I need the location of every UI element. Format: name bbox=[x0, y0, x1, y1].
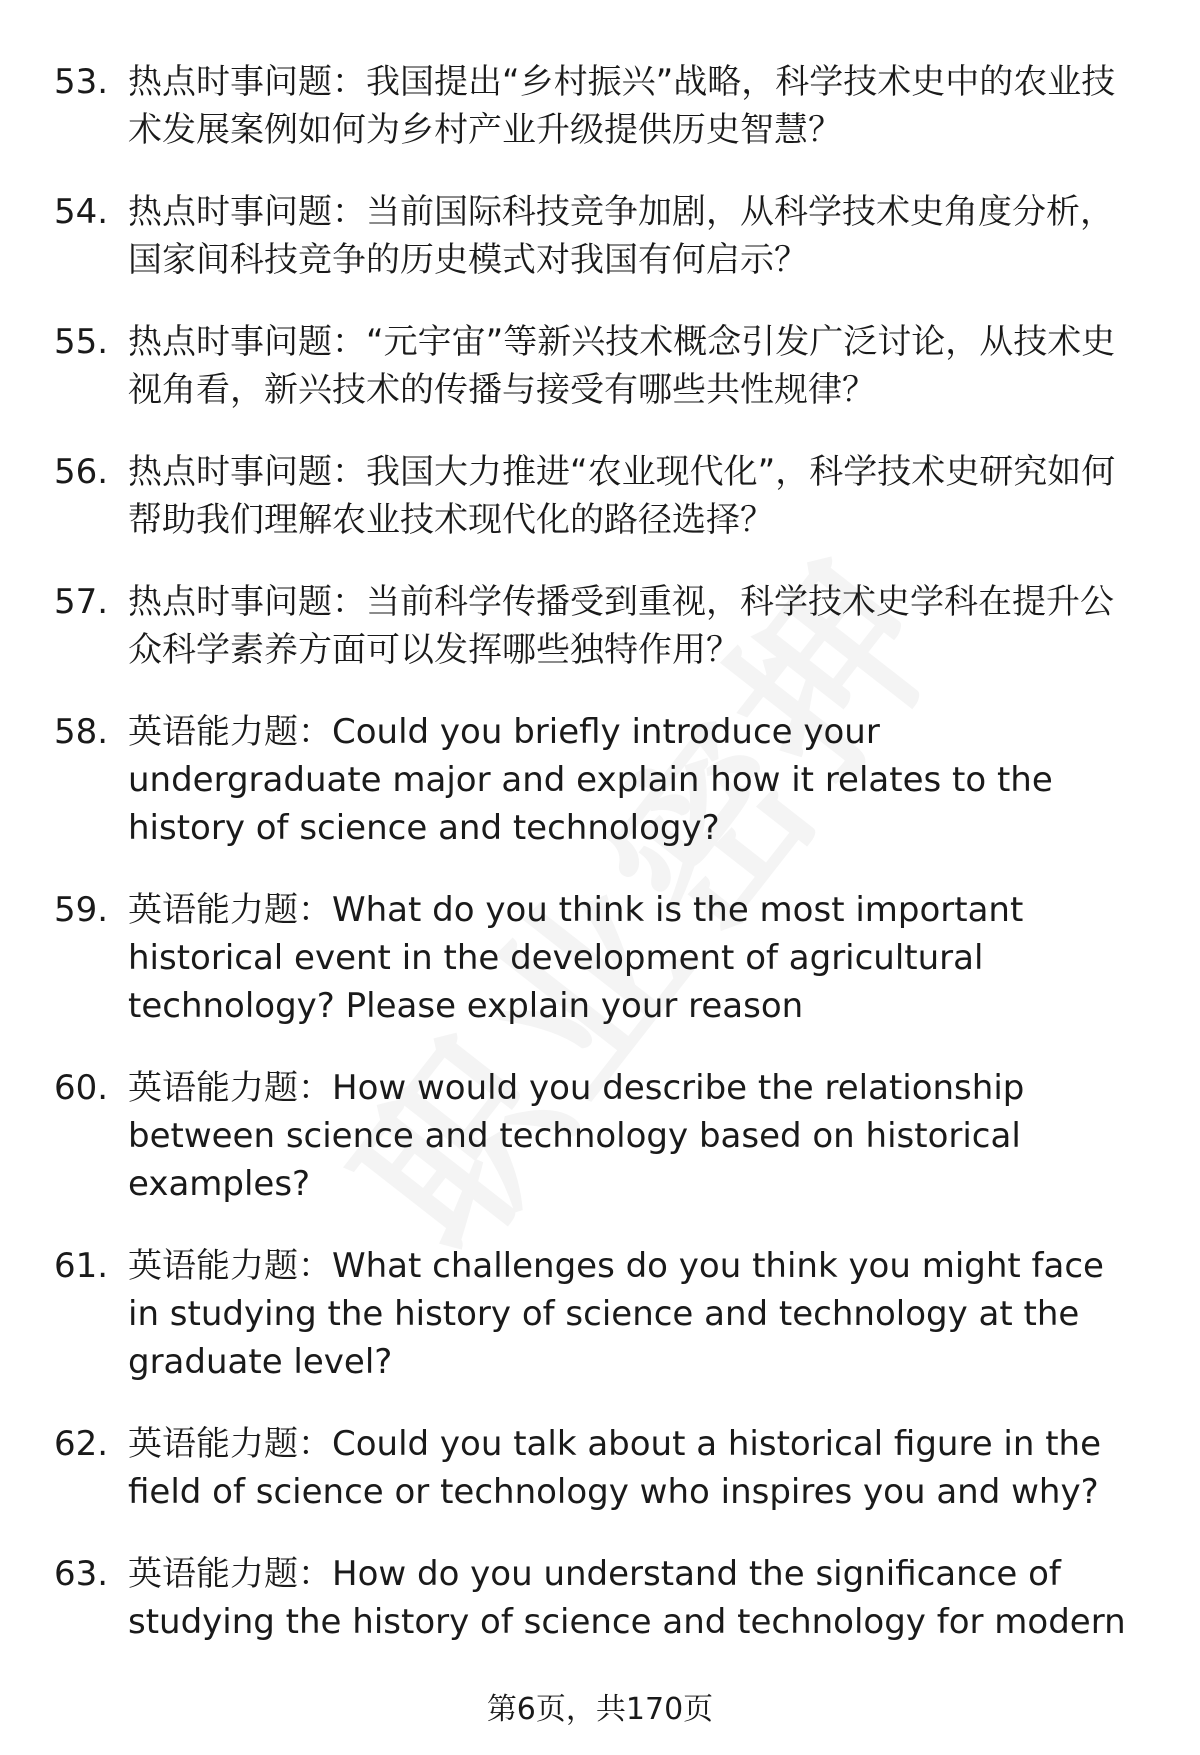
question-text: 热点时事问题：我国大力推进“农业现代化”，科学技术史研究如何帮助我们理解农业技术现代化的路径选择？ bbox=[128, 452, 1116, 540]
question-number: 60. bbox=[54, 1068, 109, 1108]
question-number: 57. bbox=[54, 582, 109, 622]
question-text: 英语能力题：Could you briefly introduce your undergraduate major and explain how it relates to the history of science and technology? bbox=[128, 712, 1053, 848]
question-item bbox=[0, 188, 1200, 284]
question-item bbox=[0, 318, 1200, 414]
question-number: 59. bbox=[54, 890, 109, 930]
question-item bbox=[0, 58, 1200, 154]
question-text: 英语能力题：What challenges do you think you might face in studying the history of science and technology at the graduate level? bbox=[128, 1246, 1104, 1382]
question-text: 英语能力题：How would you describe the relationship between science and technology based on historical examples? bbox=[128, 1068, 1025, 1204]
question-item bbox=[0, 1242, 1200, 1386]
question-text: 热点时事问题：“元宇宙”等新兴技术概念引发广泛讨论，从技术史视角看，新兴技术的传播与接受有哪些共性规律？ bbox=[128, 322, 1116, 410]
question-number: 62. bbox=[54, 1424, 109, 1464]
question-number: 53. bbox=[54, 62, 109, 102]
question-item bbox=[0, 708, 1200, 852]
question-item bbox=[0, 448, 1200, 544]
question-text: 英语能力题：What do you think is the most important historical event in the development of agricultural technology? Please explain your reason bbox=[128, 890, 1024, 1026]
question-text: 英语能力题：How do you understand the significance of studying the history of science and technology for modern bbox=[128, 1554, 1126, 1642]
question-item bbox=[0, 578, 1200, 674]
question-number: 55. bbox=[54, 322, 109, 362]
question-text: 热点时事问题：当前科学传播受到重视，科学技术史学科在提升公众科学素养方面可以发挥哪些独特作用？ bbox=[128, 582, 1114, 670]
question-text: 英语能力题：Could you talk about a historical figure in the field of science or technology who inspires you and why? bbox=[128, 1424, 1102, 1512]
question-text: 热点时事问题：当前国际科技竞争加剧，从科学技术史角度分析，国家间科技竞争的历史模式对我国有何启示？ bbox=[128, 192, 1114, 280]
question-list bbox=[0, 58, 1200, 1680]
question-number: 61. bbox=[54, 1246, 109, 1286]
question-number: 58. bbox=[54, 712, 109, 752]
question-number: 63. bbox=[54, 1554, 109, 1594]
question-number: 54. bbox=[54, 192, 109, 232]
question-text: 热点时事问题：我国提出“乡村振兴”战略，科学技术史中的农业技术发展案例如何为乡村产业升级提供历史智慧？ bbox=[128, 62, 1116, 150]
question-item bbox=[0, 1064, 1200, 1208]
question-item bbox=[0, 1550, 1200, 1646]
page-footer: 第6页，共170页 bbox=[486, 1692, 714, 1727]
question-number: 56. bbox=[54, 452, 109, 492]
question-item bbox=[0, 1420, 1200, 1516]
question-item bbox=[0, 886, 1200, 1030]
